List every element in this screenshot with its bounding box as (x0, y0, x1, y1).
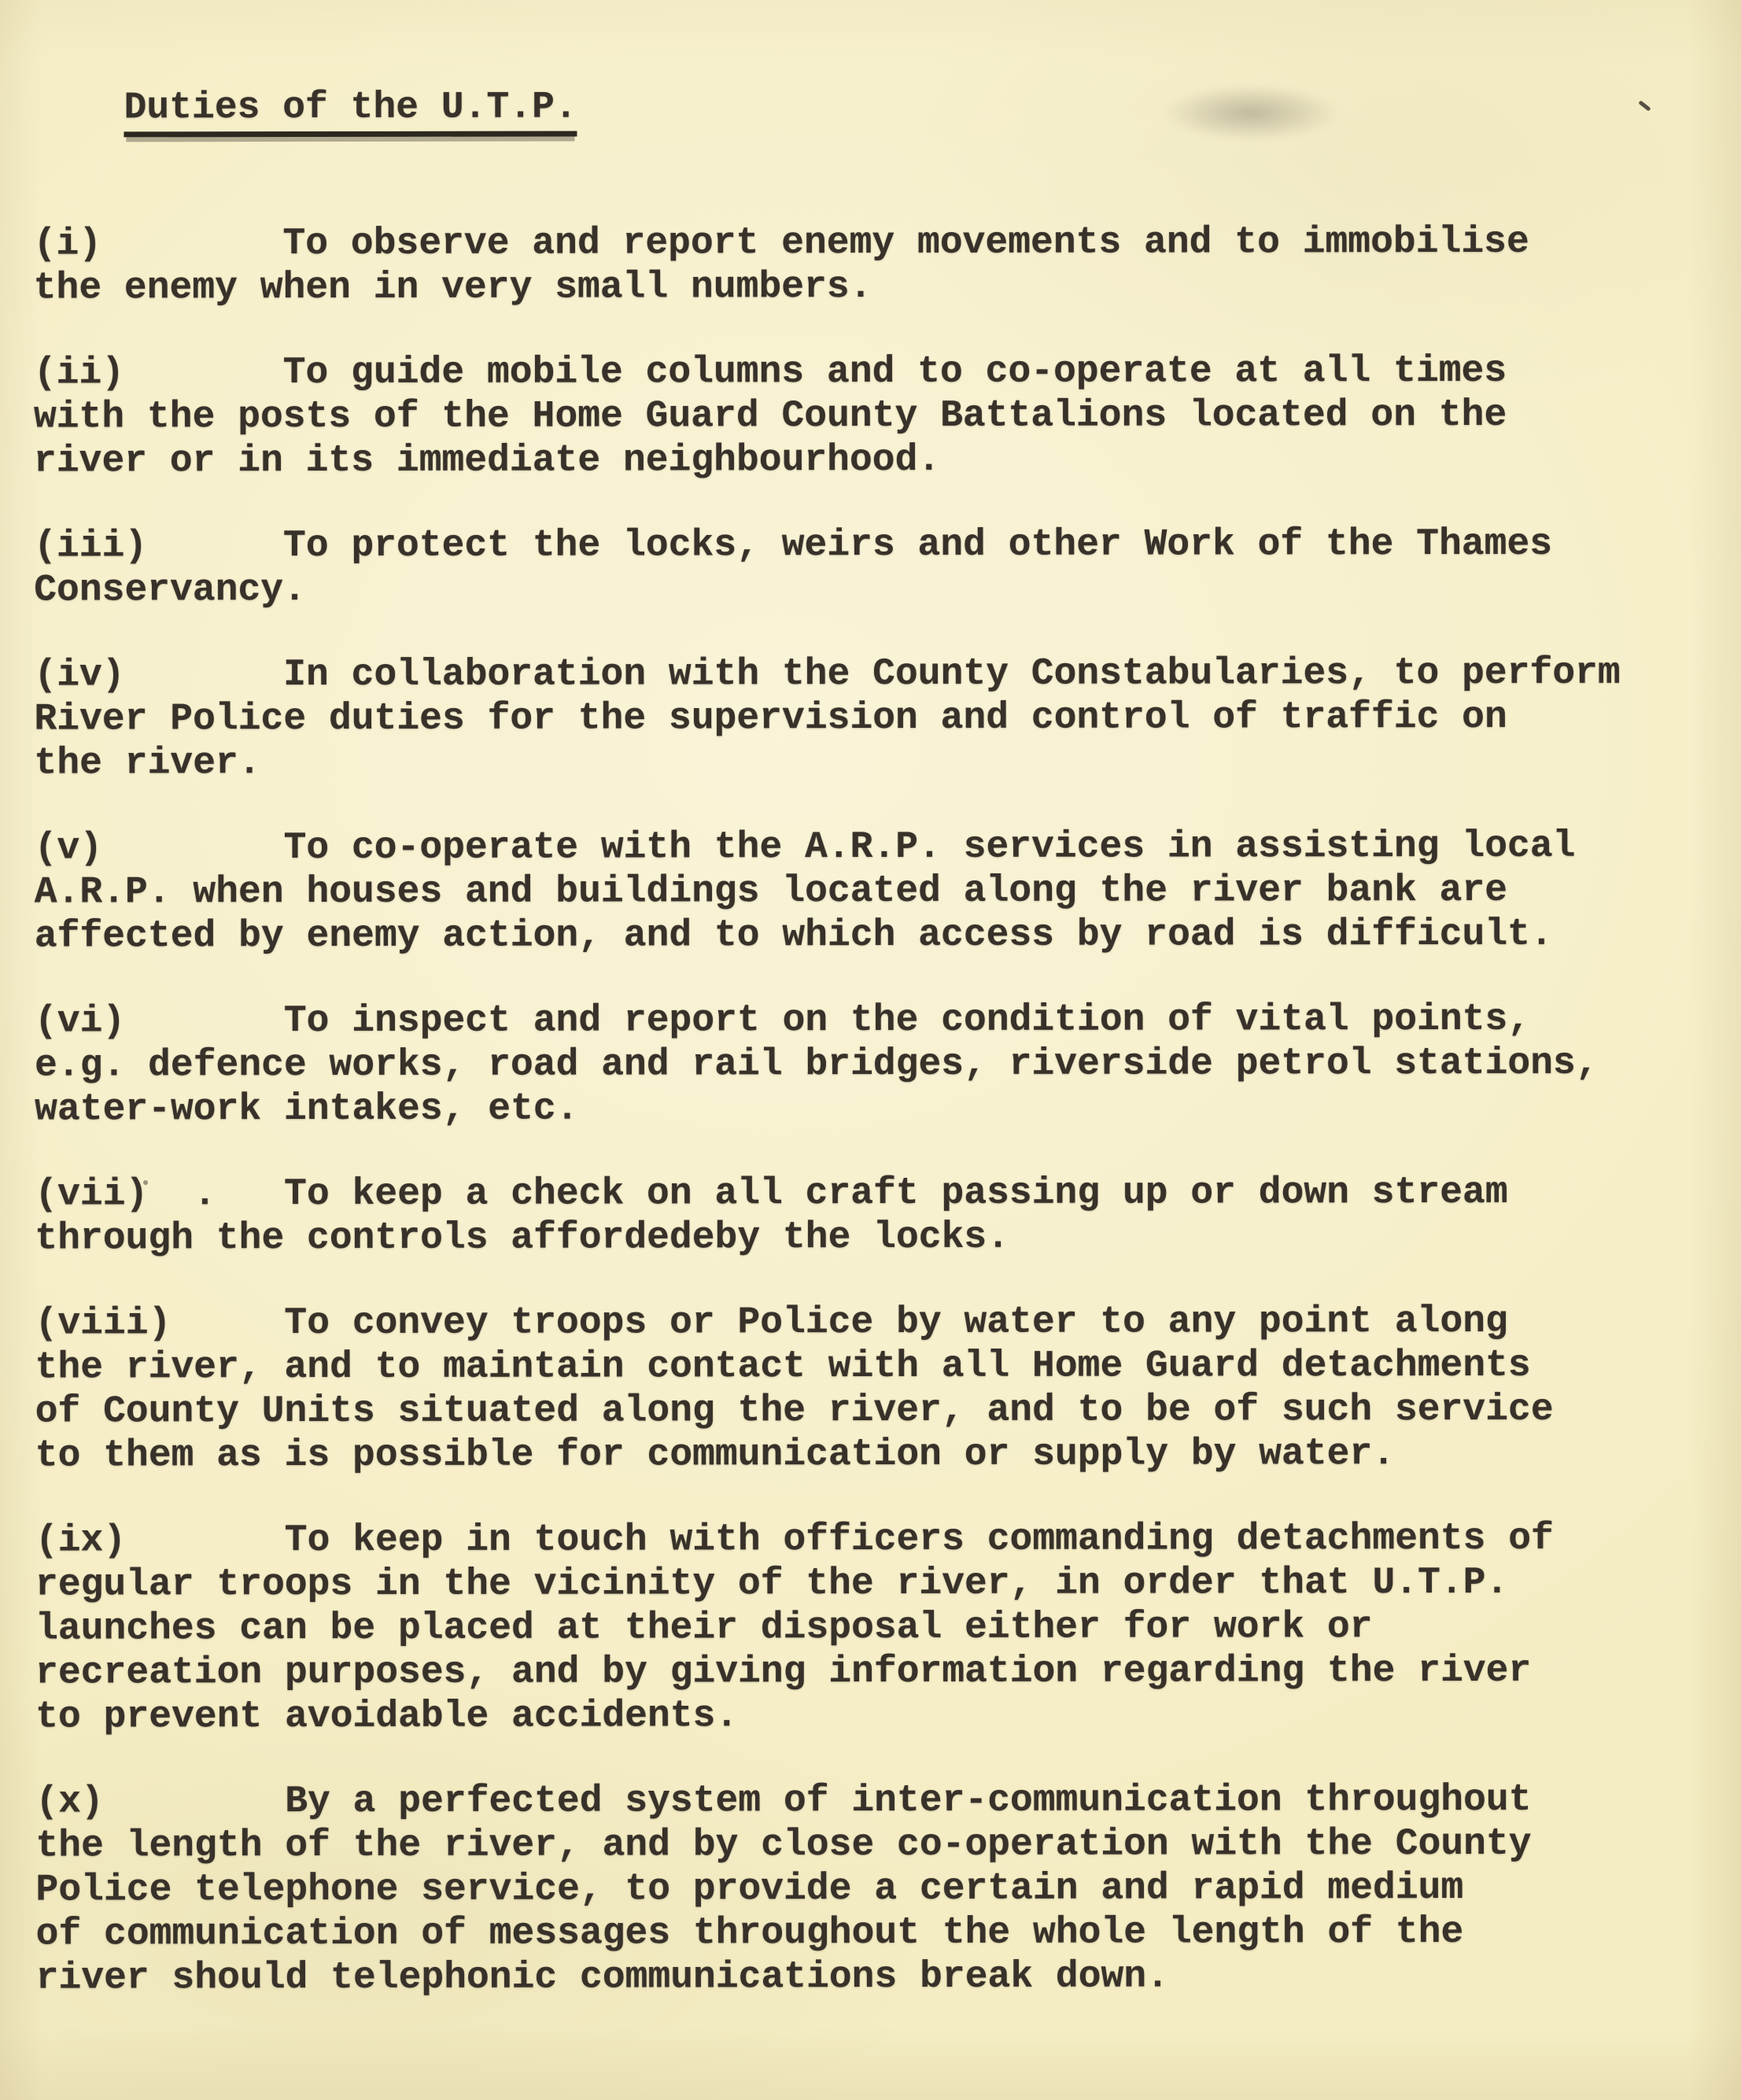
duty-item-iv (34, 651, 1717, 786)
text-line: (ix) To keep in touch with officers commanding detachments of (35, 1517, 1554, 1563)
text-line: (ii) To guide mobile columns and to co-operate at all times (33, 349, 1507, 395)
text-line: (iv) In collaboration with the County Constabularies, to perform (34, 651, 1621, 697)
duty-item-vii (35, 1171, 1717, 1261)
page-title: Duties of the U.T.P. (124, 86, 577, 138)
text-line: (i) To observe and report enemy movements and to immobilise (33, 220, 1529, 266)
text-line: the enemy when in very small numbers. (33, 266, 872, 310)
duty-item-ix (35, 1517, 1718, 1740)
duty-item-viii (35, 1300, 1717, 1478)
text-line: (vii) . To keep a check on all craft passing up or down stream (35, 1171, 1508, 1216)
text-line: Conservancy. (34, 569, 306, 612)
text-line: Police telephone service, to provide a certain and rapid medium (35, 1866, 1464, 1912)
duty-item-ii (34, 349, 1717, 484)
text-line: the length of the river, and by close co-operation with the County (35, 1822, 1532, 1868)
text-line: river or in its immediate neighbourhood. (33, 438, 941, 483)
text-line: water-work intakes, etc. (35, 1087, 579, 1131)
text-line: launches can be placed at their disposal either for work or (35, 1606, 1373, 1651)
text-line: (v) To co-operate with the A.R.P. services in assisting local (34, 825, 1576, 870)
text-line: affected by enemy action, and to which access by road is difficult. (34, 913, 1553, 958)
duty-item-vi (35, 998, 1717, 1132)
text-line: A.R.P. when houses and buildings located along the river bank are (34, 869, 1508, 914)
text-line: of communication of messages throughout the whole length of the (35, 1910, 1464, 1956)
text-line: (iii) To protect the locks, weirs and other Work of the Thames (34, 522, 1553, 568)
text-line: recreation purposes, and by giving information regarding the river (35, 1649, 1532, 1695)
text-line: (vi) To inspect and report on the condition of vital points, (34, 998, 1531, 1043)
duty-item-iii (34, 522, 1717, 613)
text-line: with the posts of the Home Guard County Battalions located on the (33, 393, 1507, 439)
text-line: (x) By a perfected system of inter-communication throughout (35, 1778, 1532, 1824)
page-title-line (33, 40, 1716, 182)
document-body (33, 40, 1718, 2001)
text-line: to them as is possible for communication or supply by water. (35, 1433, 1396, 1478)
text-line: river should telephonic communications break down. (35, 1955, 1169, 2000)
duty-item-i (34, 220, 1717, 311)
text-line: regular troops in the vicinity of the river, in order that U.T.P. (35, 1561, 1509, 1607)
text-line: the river. (34, 742, 261, 785)
text-line: (viii) To convey troops or Police by water to any point along (35, 1300, 1508, 1345)
text-line: to prevent avoidable accidents. (35, 1695, 739, 1739)
text-line: of County Units situated along the river, and to be of such service (35, 1388, 1554, 1434)
text-line: the river, and to maintain contact with all Home Guard detachments (35, 1344, 1531, 1390)
text-line: e.g. defence works, road and rail bridges, riverside petrol stations, (35, 1042, 1599, 1087)
text-line: through the controls affordedeby the locks. (35, 1216, 1010, 1260)
duty-item-v (35, 825, 1717, 959)
text-line: River Police duties for the supervision and control of traffic on (34, 696, 1507, 741)
duty-item-x (35, 1778, 1718, 2001)
